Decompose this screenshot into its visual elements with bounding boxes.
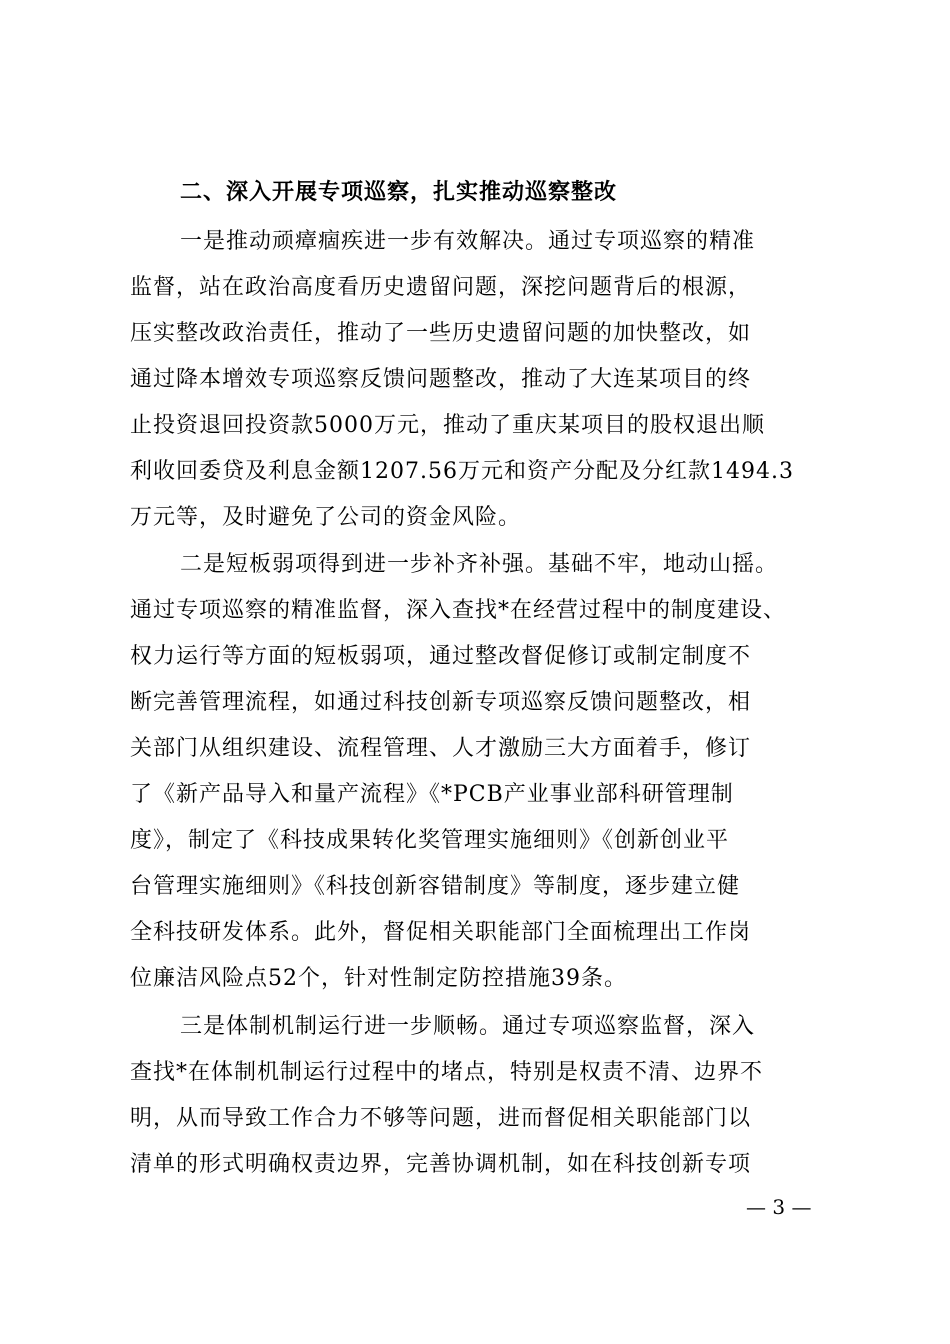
paragraph-1-line-6: 利收回委贷及利息金额1207.56万元和资产分配及分红款1494.3: [130, 459, 794, 484]
paragraph-1-line-7: 万元等，及时避免了公司的资金风险。: [130, 505, 522, 530]
paragraph-2-line-8: 台管理实施细则》《科技创新容错制度》等制度，逐步建立健: [130, 874, 741, 899]
paragraph-1-line-1: 一是推动顽瘴痼疾进一步有效解决。通过专项巡察的精准: [180, 229, 756, 254]
paragraph-1-line-5: 止投资退回投资款5000万元，推动了重庆某项目的股权退出顺: [130, 413, 765, 438]
paragraph-2-line-4: 断完善管理流程，如通过科技创新专项巡察反馈问题整改，相: [130, 690, 752, 715]
paragraph-2-line-2: 通过专项巡察的精准监督，深入查找*在经营过程中的制度建设、: [130, 598, 787, 623]
paragraph-2-line-10: 位廉洁风险点52个，针对性制定防控措施39条。: [130, 966, 627, 991]
paragraph-2-line-5: 关部门从组织建设、流程管理、人才激励三大方面着手，修订: [130, 736, 752, 761]
section-heading: 二、深入开展专项巡察，扎实推动巡察整改: [180, 180, 618, 205]
paragraph-2-line-1: 二是短板弱项得到进一步补齐补强。基础不牢，地动山摇。: [180, 552, 779, 577]
paragraph-1-line-3: 压实整改政治责任，推动了一些历史遗留问题的加快整改，如: [130, 321, 752, 346]
paragraph-1-line-2: 监督，站在政治高度看历史遗留问题，深挖问题背后的根源，: [130, 275, 752, 300]
paragraph-3-line-1: 三是体制机制运行进一步顺畅。通过专项巡察监督，深入: [180, 1014, 756, 1039]
paragraph-2-line-6: 了《新产品导入和量产流程》《*PCB产业事业部科研管理制: [130, 782, 734, 807]
paragraph-1-line-4: 通过降本增效专项巡察反馈问题整改，推动了大连某项目的终: [130, 367, 752, 392]
paragraph-3-line-4: 清单的形式明确权责边界，完善协调机制，如在科技创新专项: [130, 1152, 752, 1177]
page-number: — 3 —: [746, 1195, 812, 1219]
paragraph-2-line-7: 度》，制定了《科技成果转化奖管理实施细则》《创新创业平: [130, 828, 730, 853]
paragraph-3-line-2: 查找*在体制机制运行过程中的堵点，特别是权责不清、边界不: [130, 1060, 764, 1085]
paragraph-2-line-3: 权力运行等方面的短板弱项，通过整改督促修订或制定制度不: [130, 644, 752, 669]
paragraph-2-line-9: 全科技研发体系。此外，督促相关职能部门全面梳理出工作岗: [130, 920, 752, 945]
paragraph-3-line-3: 明，从而导致工作合力不够等问题，进而督促相关职能部门以: [130, 1106, 752, 1131]
